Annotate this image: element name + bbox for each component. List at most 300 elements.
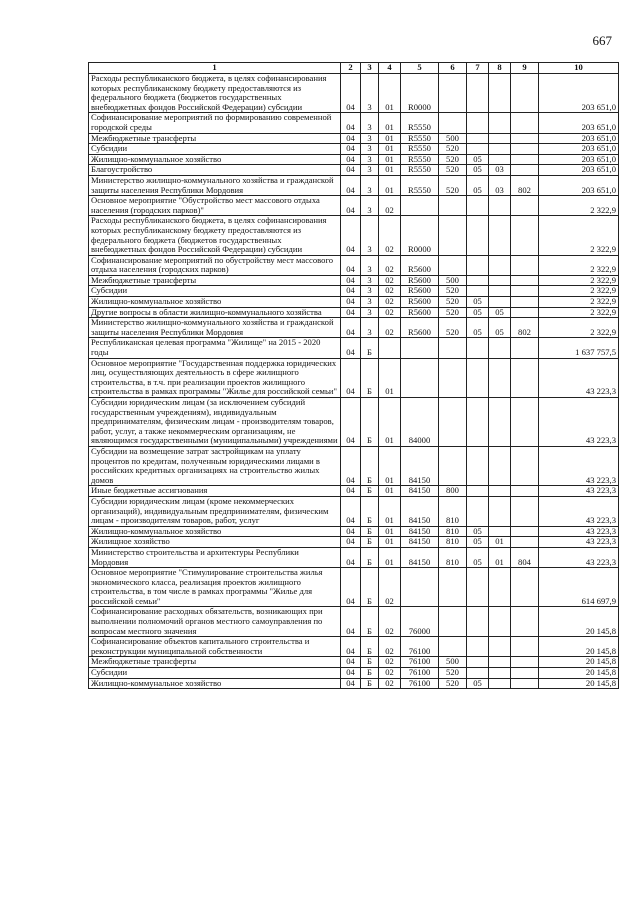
code-subsection-cell xyxy=(489,297,511,308)
code-ministry-cell xyxy=(511,607,539,637)
code-target-cell xyxy=(401,338,439,358)
code-ministry-cell xyxy=(511,307,539,318)
code-sub-cell: 01 xyxy=(379,496,401,526)
code-section-cell xyxy=(467,196,489,216)
code-pr-cell: Б xyxy=(361,607,379,637)
table-row xyxy=(89,216,619,255)
code-gr-cell: 04 xyxy=(341,175,361,195)
code-section-cell xyxy=(467,668,489,679)
code-pr-cell: 3 xyxy=(361,297,379,308)
code-ministry-cell xyxy=(511,286,539,297)
code-expense-cell: 520 xyxy=(439,286,467,297)
code-gr-cell: 04 xyxy=(341,165,361,176)
code-pr-cell: Б xyxy=(361,537,379,548)
code-sub-cell: 01 xyxy=(379,175,401,195)
item-name-cell: Жилищно-коммунальное хозяйство xyxy=(89,154,341,165)
code-subsection-cell xyxy=(489,637,511,657)
table-row xyxy=(89,175,619,195)
code-expense-cell xyxy=(439,255,467,275)
amount-cell: 43 223,3 xyxy=(539,496,619,526)
code-subsection-cell xyxy=(489,358,511,397)
code-ministry-cell xyxy=(511,668,539,679)
code-gr-cell: 04 xyxy=(341,275,361,286)
code-subsection-cell: 05 xyxy=(489,307,511,318)
amount-cell: 20 145,8 xyxy=(539,637,619,657)
table-row xyxy=(89,275,619,286)
code-expense-cell: 520 xyxy=(439,307,467,318)
code-sub-cell: 01 xyxy=(379,113,401,133)
code-expense-cell: 520 xyxy=(439,297,467,308)
code-sub-cell: 02 xyxy=(379,307,401,318)
code-subsection-cell: 03 xyxy=(489,175,511,195)
amount-cell: 2 322,9 xyxy=(539,297,619,308)
code-target-cell: 84150 xyxy=(401,446,439,485)
page-number: 667 xyxy=(592,33,612,48)
code-sub-cell: 01 xyxy=(379,165,401,176)
amount-cell: 43 223,3 xyxy=(539,486,619,497)
code-subsection-cell xyxy=(489,678,511,689)
code-sub-cell: 02 xyxy=(379,216,401,255)
code-pr-cell: 3 xyxy=(361,154,379,165)
table-row xyxy=(89,496,619,526)
code-section-cell xyxy=(467,446,489,485)
item-name-cell: Межбюджетные трансферты xyxy=(89,275,341,286)
item-name-cell: Софинансирование мероприятий по обустройству мест массового отдыха населения (городских парков) xyxy=(89,255,341,275)
code-expense-cell xyxy=(439,196,467,216)
table-row xyxy=(89,74,619,113)
item-name-cell: Другие вопросы в области жилищно-коммунального хозяйства xyxy=(89,307,341,318)
amount-cell: 1 637 757,5 xyxy=(539,338,619,358)
code-pr-cell: 3 xyxy=(361,74,379,113)
code-ministry-cell xyxy=(511,657,539,668)
item-name-cell: Расходы республиканского бюджета, в целях софинансирования которых республиканскому бюджету предоставляются из федерального бюджета (бюджетов государственных внебюджетных фондов Российской Федерации) субсидии xyxy=(89,74,341,113)
amount-cell: 203 651,0 xyxy=(539,144,619,155)
code-target-cell: R5550 xyxy=(401,113,439,133)
item-name-cell: Межбюджетные трансферты xyxy=(89,657,341,668)
code-subsection-cell xyxy=(489,657,511,668)
code-pr-cell: 3 xyxy=(361,275,379,286)
code-target-cell: 76100 xyxy=(401,637,439,657)
item-name-cell: Субсидии xyxy=(89,668,341,679)
code-section-cell: 05 xyxy=(467,318,489,338)
code-pr-cell: Б xyxy=(361,678,379,689)
amount-cell: 20 145,8 xyxy=(539,668,619,679)
table-row xyxy=(89,486,619,497)
item-name-cell: Субсидии юридическим лицам (кроме некоммерческих организаций), индивидуальным предпринимателям, физическим лицам - производителям товаров, работ, услуг xyxy=(89,496,341,526)
amount-cell: 203 651,0 xyxy=(539,154,619,165)
column-header: 6 xyxy=(439,63,467,74)
item-name-cell: Софинансирование мероприятий по формированию современной городской среды xyxy=(89,113,341,133)
code-expense-cell: 810 xyxy=(439,526,467,537)
code-gr-cell: 04 xyxy=(341,297,361,308)
code-pr-cell: Б xyxy=(361,657,379,668)
code-expense-cell: 810 xyxy=(439,537,467,548)
amount-cell: 20 145,8 xyxy=(539,678,619,689)
code-ministry-cell xyxy=(511,196,539,216)
code-sub-cell: 01 xyxy=(379,398,401,447)
code-sub-cell: 01 xyxy=(379,133,401,144)
code-pr-cell: 3 xyxy=(361,165,379,176)
amount-cell: 203 651,0 xyxy=(539,133,619,144)
code-ministry-cell xyxy=(511,446,539,485)
amount-cell: 43 223,3 xyxy=(539,398,619,447)
item-name-cell: Межбюджетные трансферты xyxy=(89,133,341,144)
code-expense-cell: 500 xyxy=(439,133,467,144)
amount-cell: 2 322,9 xyxy=(539,255,619,275)
table-row xyxy=(89,286,619,297)
code-sub-cell: 02 xyxy=(379,657,401,668)
amount-cell: 43 223,3 xyxy=(539,526,619,537)
code-subsection-cell xyxy=(489,668,511,679)
code-subsection-cell xyxy=(489,255,511,275)
code-ministry-cell xyxy=(511,154,539,165)
code-target-cell: 84150 xyxy=(401,537,439,548)
code-pr-cell: Б xyxy=(361,486,379,497)
code-sub-cell: 01 xyxy=(379,526,401,537)
table-row xyxy=(89,547,619,567)
amount-cell: 203 651,0 xyxy=(539,165,619,176)
item-name-cell: Республиканская целевая программа "Жилище" на 2015 - 2020 годы xyxy=(89,338,341,358)
code-gr-cell: 04 xyxy=(341,568,361,607)
code-ministry-cell xyxy=(511,338,539,358)
table-row xyxy=(89,446,619,485)
code-sub-cell: 02 xyxy=(379,196,401,216)
code-subsection-cell xyxy=(489,74,511,113)
code-gr-cell: 04 xyxy=(341,358,361,397)
code-gr-cell: 04 xyxy=(341,637,361,657)
code-pr-cell: Б xyxy=(361,668,379,679)
code-gr-cell: 04 xyxy=(341,144,361,155)
item-name-cell: Жилищно-коммунальное хозяйство xyxy=(89,297,341,308)
code-target-cell: R0000 xyxy=(401,74,439,113)
code-gr-cell: 04 xyxy=(341,398,361,447)
item-name-cell: Основное мероприятие "Стимулирование строительства жилья экономического класса, реализация проектов жилищного строительства, в том числе в рамках программы "Жилье для российской семьи" xyxy=(89,568,341,607)
code-ministry-cell xyxy=(511,398,539,447)
code-target-cell: 76000 xyxy=(401,607,439,637)
code-expense-cell: 520 xyxy=(439,165,467,176)
code-sub-cell: 01 xyxy=(379,547,401,567)
code-pr-cell: Б xyxy=(361,338,379,358)
amount-cell: 203 651,0 xyxy=(539,175,619,195)
code-section-cell xyxy=(467,496,489,526)
code-gr-cell: 04 xyxy=(341,255,361,275)
item-name-cell: Софинансирование расходных обязательств, возникающих при выполнении полномочий органов местного самоуправления по вопросам местного значения xyxy=(89,607,341,637)
code-sub-cell: 02 xyxy=(379,678,401,689)
code-target-cell: 84150 xyxy=(401,526,439,537)
code-subsection-cell xyxy=(489,133,511,144)
code-subsection-cell xyxy=(489,154,511,165)
code-target-cell: 76100 xyxy=(401,678,439,689)
table-row xyxy=(89,165,619,176)
column-header: 3 xyxy=(361,63,379,74)
table-row xyxy=(89,398,619,447)
code-subsection-cell: 01 xyxy=(489,547,511,567)
code-target-cell: R5600 xyxy=(401,275,439,286)
code-expense-cell: 520 xyxy=(439,154,467,165)
table-row xyxy=(89,338,619,358)
code-ministry-cell xyxy=(511,678,539,689)
item-name-cell: Жилищно-коммунальное хозяйство xyxy=(89,678,341,689)
code-ministry-cell xyxy=(511,255,539,275)
code-ministry-cell xyxy=(511,496,539,526)
column-header: 8 xyxy=(489,63,511,74)
code-gr-cell: 04 xyxy=(341,607,361,637)
item-name-cell: Субсидии на возмещение затрат застройщикам на уплату процентов по кредитам, полученным юридическими лицами в российских кредитных организациях на строительство жилых домов xyxy=(89,446,341,485)
code-gr-cell: 04 xyxy=(341,286,361,297)
item-name-cell: Министерство жилищно-коммунального хозяйства и гражданской защиты населения Республики Мордовия xyxy=(89,175,341,195)
code-target-cell: R5600 xyxy=(401,318,439,338)
amount-cell: 2 322,9 xyxy=(539,318,619,338)
code-expense-cell xyxy=(439,637,467,657)
code-sub-cell: 02 xyxy=(379,297,401,308)
code-subsection-cell xyxy=(489,286,511,297)
code-target-cell: 84000 xyxy=(401,398,439,447)
code-section-cell: 05 xyxy=(467,537,489,548)
code-subsection-cell: 03 xyxy=(489,165,511,176)
code-gr-cell: 04 xyxy=(341,547,361,567)
code-pr-cell: 3 xyxy=(361,307,379,318)
code-ministry-cell xyxy=(511,165,539,176)
code-expense-cell xyxy=(439,216,467,255)
code-pr-cell: 3 xyxy=(361,318,379,338)
code-expense-cell: 520 xyxy=(439,175,467,195)
code-gr-cell: 04 xyxy=(341,196,361,216)
code-subsection-cell xyxy=(489,446,511,485)
code-section-cell xyxy=(467,144,489,155)
code-section-cell xyxy=(467,275,489,286)
code-target-cell: 84150 xyxy=(401,547,439,567)
amount-cell: 203 651,0 xyxy=(539,74,619,113)
amount-cell: 43 223,3 xyxy=(539,446,619,485)
code-gr-cell: 04 xyxy=(341,216,361,255)
code-gr-cell: 04 xyxy=(341,133,361,144)
code-target-cell: R5600 xyxy=(401,255,439,275)
code-gr-cell: 04 xyxy=(341,496,361,526)
code-section-cell xyxy=(467,286,489,297)
amount-cell: 2 322,9 xyxy=(539,196,619,216)
table-row xyxy=(89,113,619,133)
code-target-cell: 76100 xyxy=(401,657,439,668)
amount-cell: 614 697,9 xyxy=(539,568,619,607)
code-section-cell xyxy=(467,657,489,668)
code-section-cell xyxy=(467,568,489,607)
code-ministry-cell: 804 xyxy=(511,547,539,567)
code-pr-cell: Б xyxy=(361,398,379,447)
code-target-cell: R5550 xyxy=(401,133,439,144)
table-row xyxy=(89,297,619,308)
table-row xyxy=(89,133,619,144)
code-expense-cell xyxy=(439,113,467,133)
code-section-cell: 05 xyxy=(467,547,489,567)
item-name-cell: Основное мероприятие "Обустройство мест массового отдыха населения (городских парков)" xyxy=(89,196,341,216)
code-subsection-cell: 05 xyxy=(489,318,511,338)
table-row xyxy=(89,668,619,679)
code-ministry-cell xyxy=(511,275,539,286)
amount-cell: 43 223,3 xyxy=(539,547,619,567)
code-section-cell xyxy=(467,255,489,275)
table-row xyxy=(89,358,619,397)
amount-cell: 20 145,8 xyxy=(539,607,619,637)
code-ministry-cell xyxy=(511,537,539,548)
code-pr-cell: 3 xyxy=(361,196,379,216)
code-pr-cell: Б xyxy=(361,637,379,657)
code-section-cell: 05 xyxy=(467,678,489,689)
code-sub-cell: 01 xyxy=(379,537,401,548)
item-name-cell: Министерство жилищно-коммунального хозяйства и гражданской защиты населения Республики Мордовия xyxy=(89,318,341,338)
code-pr-cell: 3 xyxy=(361,216,379,255)
code-target-cell xyxy=(401,358,439,397)
item-name-cell: Иные бюджетные ассигнования xyxy=(89,486,341,497)
code-expense-cell xyxy=(439,568,467,607)
code-target-cell: R5550 xyxy=(401,165,439,176)
code-sub-cell: 01 xyxy=(379,358,401,397)
code-ministry-cell xyxy=(511,637,539,657)
item-name-cell: Расходы республиканского бюджета, в целях софинансирования которых республиканскому бюджету предоставляются из федерального бюджета (бюджетов государственных внебюджетных фондов Российской Федерации) субсидии xyxy=(89,216,341,255)
code-section-cell xyxy=(467,113,489,133)
code-pr-cell: Б xyxy=(361,496,379,526)
code-expense-cell: 810 xyxy=(439,547,467,567)
column-header: 9 xyxy=(511,63,539,74)
code-pr-cell: 3 xyxy=(361,133,379,144)
code-subsection-cell xyxy=(489,398,511,447)
code-pr-cell: 3 xyxy=(361,175,379,195)
code-sub-cell: 02 xyxy=(379,255,401,275)
table-row xyxy=(89,657,619,668)
code-gr-cell: 04 xyxy=(341,113,361,133)
code-ministry-cell xyxy=(511,133,539,144)
code-pr-cell: 3 xyxy=(361,144,379,155)
code-expense-cell: 520 xyxy=(439,668,467,679)
item-name-cell: Субсидии юридическим лицам (за исключением субсидий государственным учреждениям), индивидуальным предпринимателям, физическим лицам - производителям товаров, работ, услуг, а также некоммерческим организациям, не являющимся государственными (муниципальными) учреждениями xyxy=(89,398,341,447)
code-sub-cell: 02 xyxy=(379,318,401,338)
code-expense-cell: 520 xyxy=(439,678,467,689)
table-row xyxy=(89,255,619,275)
code-sub-cell: 02 xyxy=(379,637,401,657)
code-pr-cell: Б xyxy=(361,446,379,485)
item-name-cell: Благоустройство xyxy=(89,165,341,176)
code-pr-cell: Б xyxy=(361,358,379,397)
code-target-cell: R5550 xyxy=(401,175,439,195)
code-expense-cell xyxy=(439,607,467,637)
code-sub-cell: 02 xyxy=(379,286,401,297)
column-header: 4 xyxy=(379,63,401,74)
code-expense-cell xyxy=(439,398,467,447)
table-row xyxy=(89,678,619,689)
code-expense-cell xyxy=(439,74,467,113)
table-row xyxy=(89,196,619,216)
code-subsection-cell xyxy=(489,216,511,255)
code-target-cell xyxy=(401,568,439,607)
code-ministry-cell: 802 xyxy=(511,318,539,338)
code-sub-cell: 02 xyxy=(379,275,401,286)
code-section-cell xyxy=(467,133,489,144)
code-gr-cell: 04 xyxy=(341,657,361,668)
table-header-row xyxy=(89,63,619,74)
code-expense-cell: 810 xyxy=(439,496,467,526)
code-target-cell: 84150 xyxy=(401,496,439,526)
item-name-cell: Субсидии xyxy=(89,144,341,155)
code-pr-cell: Б xyxy=(361,526,379,537)
code-target-cell: R5600 xyxy=(401,297,439,308)
code-section-cell: 05 xyxy=(467,165,489,176)
code-gr-cell: 04 xyxy=(341,537,361,548)
code-section-cell xyxy=(467,398,489,447)
code-target-cell: R0000 xyxy=(401,216,439,255)
code-target-cell: R5550 xyxy=(401,154,439,165)
code-sub-cell: 01 xyxy=(379,154,401,165)
item-name-cell: Министерство строительства и архитектуры Республики Мордовия xyxy=(89,547,341,567)
code-sub-cell: 01 xyxy=(379,144,401,155)
code-subsection-cell xyxy=(489,113,511,133)
code-pr-cell: 3 xyxy=(361,255,379,275)
code-sub-cell: 01 xyxy=(379,486,401,497)
table-row xyxy=(89,526,619,537)
code-section-cell xyxy=(467,358,489,397)
code-expense-cell: 520 xyxy=(439,318,467,338)
code-ministry-cell xyxy=(511,358,539,397)
code-target-cell: 84150 xyxy=(401,486,439,497)
code-sub-cell xyxy=(379,338,401,358)
column-header: 5 xyxy=(401,63,439,74)
code-subsection-cell xyxy=(489,526,511,537)
amount-cell: 2 322,9 xyxy=(539,286,619,297)
code-section-cell: 05 xyxy=(467,175,489,195)
code-sub-cell: 02 xyxy=(379,607,401,637)
code-subsection-cell: 01 xyxy=(489,537,511,548)
code-expense-cell: 520 xyxy=(439,144,467,155)
code-pr-cell: Б xyxy=(361,568,379,607)
amount-cell: 2 322,9 xyxy=(539,307,619,318)
code-pr-cell: 3 xyxy=(361,286,379,297)
code-section-cell xyxy=(467,338,489,358)
code-target-cell: R5550 xyxy=(401,144,439,155)
code-section-cell xyxy=(467,216,489,255)
column-header: 1 xyxy=(89,63,341,74)
code-ministry-cell xyxy=(511,144,539,155)
code-gr-cell: 04 xyxy=(341,526,361,537)
item-name-cell: Софинансирование объектов капитального строительства и реконструкции муниципальной собственности xyxy=(89,637,341,657)
code-subsection-cell xyxy=(489,338,511,358)
item-name-cell: Основное мероприятие "Государственная поддержка юридических лиц, осуществляющих деятельность в сфере жилищного строительства, в т.ч. при реализации проектов жилищного строительства в рамках программы "Жилье для российской семьи" xyxy=(89,358,341,397)
table-row xyxy=(89,154,619,165)
item-name-cell: Субсидии xyxy=(89,286,341,297)
code-gr-cell: 04 xyxy=(341,486,361,497)
table-row xyxy=(89,318,619,338)
code-section-cell xyxy=(467,486,489,497)
code-expense-cell xyxy=(439,338,467,358)
amount-cell: 2 322,9 xyxy=(539,275,619,286)
code-subsection-cell xyxy=(489,496,511,526)
code-section-cell xyxy=(467,637,489,657)
code-target-cell: R5600 xyxy=(401,286,439,297)
code-subsection-cell xyxy=(489,196,511,216)
code-ministry-cell xyxy=(511,486,539,497)
code-ministry-cell xyxy=(511,568,539,607)
code-gr-cell: 04 xyxy=(341,678,361,689)
code-section-cell: 05 xyxy=(467,526,489,537)
code-section-cell xyxy=(467,74,489,113)
code-section-cell: 05 xyxy=(467,307,489,318)
code-subsection-cell xyxy=(489,486,511,497)
code-gr-cell: 04 xyxy=(341,338,361,358)
code-sub-cell: 01 xyxy=(379,446,401,485)
code-target-cell xyxy=(401,196,439,216)
table-row xyxy=(89,568,619,607)
amount-cell: 203 651,0 xyxy=(539,113,619,133)
code-pr-cell: Б xyxy=(361,547,379,567)
budget-table xyxy=(88,62,619,689)
code-ministry-cell xyxy=(511,74,539,113)
